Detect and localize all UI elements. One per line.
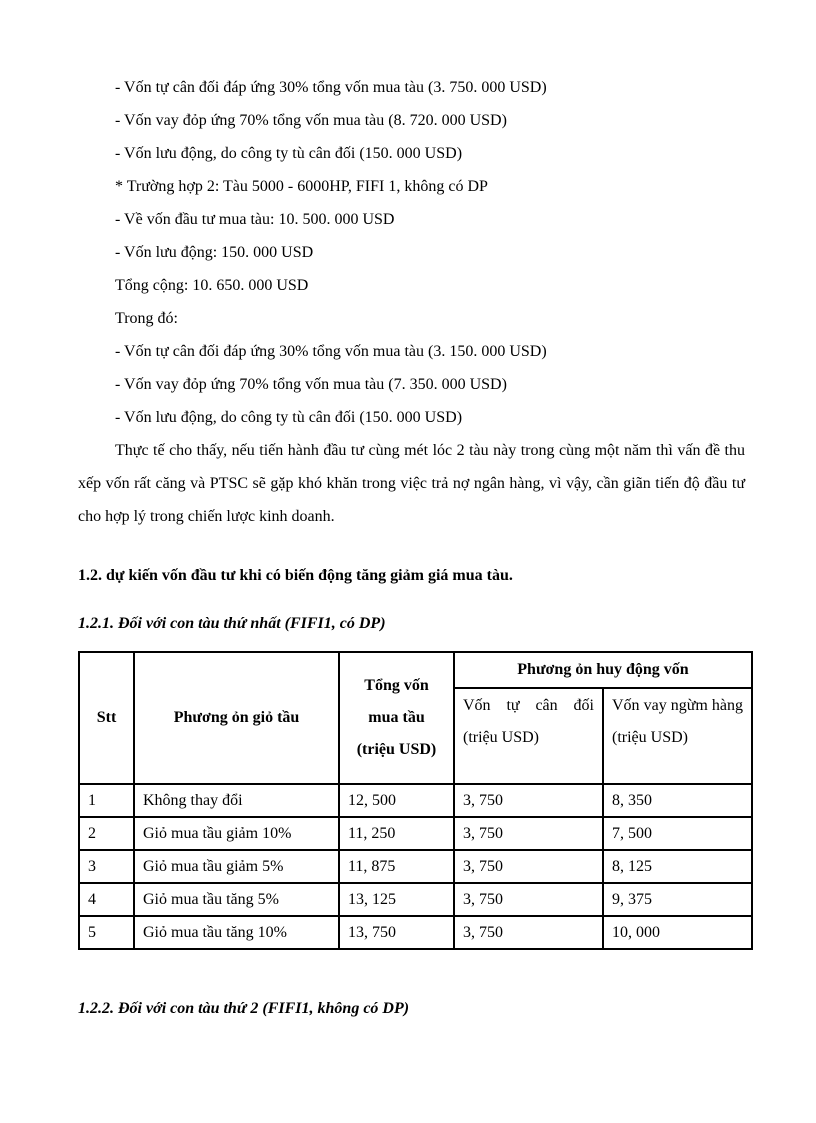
table-row: [79, 784, 752, 817]
cell-scenario: Không thay đổi: [134, 784, 339, 817]
cell-equity: 3, 750: [454, 850, 603, 883]
table-row: [79, 817, 752, 850]
cell-loan: 8, 350: [603, 784, 752, 817]
cell-stt: 3: [79, 850, 134, 883]
text-line: - Vốn vay đỏp ứng 70% tổng vốn mua tàu (7. 350. 000 USD): [115, 376, 507, 393]
text-line: - Vốn vay đỏp ứng 70% tổng vốn mua tàu (8. 720. 000 USD): [115, 112, 507, 129]
cell-equity: 3, 750: [454, 784, 603, 817]
body-paragraph: Thực tế cho thấy, nếu tiến hành đầu tư cùng mét lóc 2 tàu này trong cùng một năm thì vấn đề thu xếp vốn rất căng và PTSC sẽ gặp khó khăn trong việc trả nợ ngân hàng, vì vậy, cần giãn tiến độ đầu tư cho hợp lý trong chiến lược kinh doanh.: [78, 442, 745, 525]
cell-equity: 3, 750: [454, 883, 603, 916]
cell-total: 11, 875: [339, 850, 454, 883]
table-header: [79, 652, 752, 784]
text-line: Trong đó:: [115, 310, 178, 327]
cell-scenario: Giỏ mua tầu giảm 5%: [134, 850, 339, 883]
cell-stt: 5: [79, 916, 134, 949]
text-line: - Vốn tự cân đối đáp ứng 30% tổng vốn mua tàu (3. 750. 000 USD): [115, 79, 547, 96]
cell-loan: 9, 375: [603, 883, 752, 916]
cell-scenario: Giỏ mua tầu tăng 10%: [134, 916, 339, 949]
column-header-scenario: Phương ỏn giỏ tầu: [134, 652, 339, 784]
text-line: - Vốn tự cân đối đáp ứng 30% tổng vốn mua tàu (3. 150. 000 USD): [115, 343, 547, 360]
column-header-total-capital: Tổng vốn mua tầu (triệu USD): [339, 652, 454, 784]
cell-total: 13, 125: [339, 883, 454, 916]
table-row: [79, 916, 752, 949]
subsection-heading-2: 1.2.2. Đối với con tàu thứ 2 (FIFI1, không có DP): [78, 1000, 410, 1017]
table-row: [79, 883, 752, 916]
column-header-stt: Stt: [79, 652, 134, 784]
cell-stt: 2: [79, 817, 134, 850]
cell-equity: 3, 750: [454, 817, 603, 850]
column-header-equity: Vốn tự cân đối (triệu USD): [454, 688, 603, 784]
table-row: [79, 850, 752, 883]
text-line: Tổng cộng: 10. 650. 000 USD: [115, 277, 309, 294]
investment-scenarios-table: [78, 651, 753, 950]
section-heading: 1.2. dự kiến vốn đầu tư khi có biến động tăng giảm giá mua tàu.: [78, 567, 513, 584]
cell-scenario: Giỏ mua tầu tăng 5%: [134, 883, 339, 916]
subsection-heading-1: 1.2.1. Đối với con tàu thứ nhất (FIFI1, có DP): [78, 615, 386, 632]
text-line: * Trường hợp 2: Tàu 5000 - 6000HP, FIFI 1, không có DP: [115, 178, 488, 195]
cell-loan: 8, 125: [603, 850, 752, 883]
cell-stt: 4: [79, 883, 134, 916]
column-header-bank-loan: Vốn vay ngừm hàng (triệu USD): [603, 688, 752, 784]
cell-scenario: Giỏ mua tầu giảm 10%: [134, 817, 339, 850]
text-line: - Về vốn đầu tư mua tàu: 10. 500. 000 USD: [115, 211, 395, 228]
cell-total: 12, 500: [339, 784, 454, 817]
cell-stt: 1: [79, 784, 134, 817]
table-body: [79, 784, 752, 949]
text-line: - Vốn lưu động: 150. 000 USD: [115, 244, 314, 261]
cell-total: 11, 250: [339, 817, 454, 850]
text-line: - Vốn lưu động, do công ty tù cân đối (150. 000 USD): [115, 145, 463, 162]
cell-loan: 7, 500: [603, 817, 752, 850]
cell-total: 13, 750: [339, 916, 454, 949]
cell-equity: 3, 750: [454, 916, 603, 949]
cell-loan: 10, 000: [603, 916, 752, 949]
column-header-funding-group: Phương ỏn huy động vốn: [454, 652, 752, 688]
text-line: - Vốn lưu động, do công ty tù cân đối (150. 000 USD): [115, 409, 463, 426]
